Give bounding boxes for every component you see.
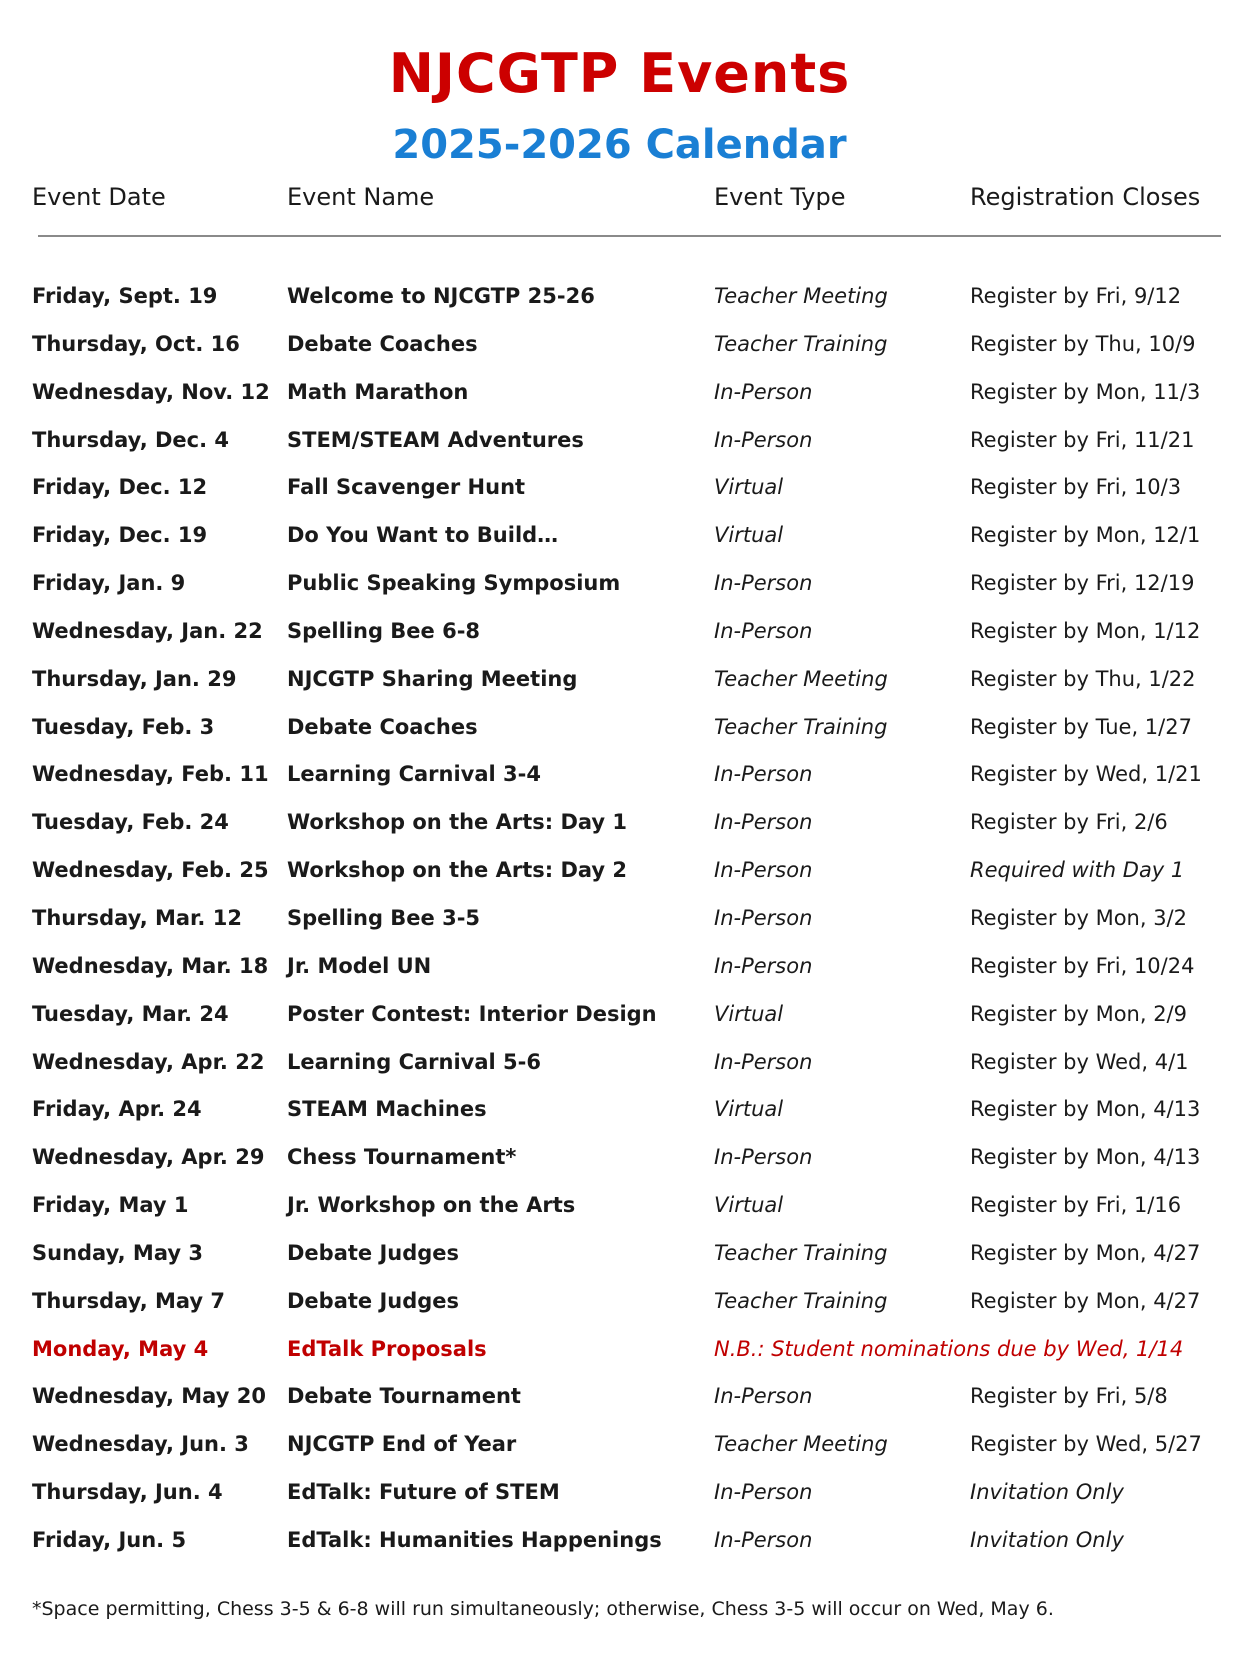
event-registration: Register by Fri, 12/19 <box>970 571 1195 596</box>
event-name: EdTalk: Future of STEM <box>287 1480 560 1505</box>
event-date: Wednesday, Mar. 18 <box>32 953 269 978</box>
event-type: Virtual <box>714 1097 784 1122</box>
event-registration: Invitation Only <box>970 1480 1124 1505</box>
event-row <box>0 1095 1239 1143</box>
event-name: Workshop on the Arts: Day 1 <box>287 810 628 835</box>
page-subtitle: 2025-2026 Calendar <box>392 122 847 168</box>
event-row <box>0 617 1239 665</box>
event-type: In-Person <box>714 427 813 452</box>
event-name: Debate Tournament <box>287 1384 521 1409</box>
event-date: Wednesday, Feb. 11 <box>32 762 269 787</box>
event-date: Friday, Apr. 24 <box>32 1097 202 1122</box>
event-type: In-Person <box>714 858 813 883</box>
event-type: Teacher Meeting <box>714 284 888 308</box>
page-title: NJCGTP Events <box>388 42 851 105</box>
event-note: N.B.: Student nominations due by Wed, 1/14 <box>714 1336 1184 1361</box>
event-registration: Register by Thu, 1/22 <box>970 666 1196 691</box>
event-registration: Register by Mon, 1/12 <box>970 618 1201 643</box>
event-row <box>0 1143 1239 1191</box>
event-name: Do You Want to Build… <box>287 523 559 548</box>
column-header-type: Event Type <box>714 183 846 211</box>
event-type: In-Person <box>714 379 813 404</box>
event-name: EdTalk Proposals <box>287 1336 487 1361</box>
event-name: Public Speaking Symposium <box>287 571 621 596</box>
event-row <box>0 952 1239 1000</box>
event-row <box>0 665 1239 713</box>
event-registration: Register by Mon, 2/9 <box>970 1001 1187 1026</box>
event-name: Jr. Model UN <box>287 953 432 978</box>
header-divider <box>38 235 1221 237</box>
event-row <box>0 1239 1239 1287</box>
event-type: In-Person <box>714 1049 813 1074</box>
event-registration: Register by Fri, 2/6 <box>970 810 1168 835</box>
event-type: In-Person <box>714 762 813 787</box>
event-row <box>0 713 1239 761</box>
event-date: Friday, Jan. 9 <box>32 571 186 596</box>
event-registration: Register by Fri, 9/12 <box>970 284 1182 308</box>
event-registration: Register by Tue, 1/27 <box>970 714 1192 739</box>
event-row <box>0 569 1239 617</box>
column-header-date: Event Date <box>32 183 166 211</box>
event-type: In-Person <box>714 905 813 930</box>
event-type: Teacher Training <box>714 1240 888 1265</box>
event-name: Jr. Workshop on the Arts <box>287 1193 576 1218</box>
event-registration: Register by Mon, 4/13 <box>970 1097 1201 1122</box>
footnote: *Space permitting, Chess 3-5 & 6-8 will run simultaneously; otherwise, Chess 3-5 will occur on Wed, May 6. <box>32 1598 1054 1620</box>
event-registration: Register by Fri, 11/21 <box>970 427 1195 452</box>
event-name: Debate Coaches <box>287 331 478 356</box>
column-headers <box>0 183 1239 217</box>
events-table <box>0 282 1239 1574</box>
event-date: Thursday, Oct. 16 <box>32 331 240 356</box>
event-date: Wednesday, Jan. 22 <box>32 618 263 643</box>
event-row <box>0 904 1239 952</box>
event-row <box>0 282 1239 330</box>
event-registration: Register by Fri, 5/8 <box>970 1384 1168 1409</box>
event-row <box>0 1048 1239 1096</box>
event-registration: Invitation Only <box>970 1527 1124 1552</box>
column-header-name: Event Name <box>287 183 435 211</box>
event-row <box>0 378 1239 426</box>
event-row <box>0 808 1239 856</box>
event-type: Virtual <box>714 523 784 548</box>
event-registration: Register by Mon, 12/1 <box>970 523 1201 548</box>
event-row <box>0 1287 1239 1335</box>
event-row <box>0 1526 1239 1574</box>
event-name: Fall Scavenger Hunt <box>287 475 526 500</box>
event-name: EdTalk: Humanities Happenings <box>287 1527 662 1552</box>
event-date: Thursday, Jan. 29 <box>32 666 237 691</box>
event-name: STEAM Machines <box>287 1097 487 1122</box>
event-name: Spelling Bee 6-8 <box>287 618 481 643</box>
event-row <box>0 330 1239 378</box>
event-registration: Register by Mon, 4/27 <box>970 1288 1201 1313</box>
event-date: Friday, Jun. 5 <box>32 1527 187 1552</box>
event-name: Debate Coaches <box>287 714 478 739</box>
event-registration: Register by Fri, 10/3 <box>970 475 1182 500</box>
event-name: Debate Judges <box>287 1288 460 1313</box>
event-name: Spelling Bee 3-5 <box>287 905 481 930</box>
event-date: Wednesday, Apr. 22 <box>32 1049 265 1074</box>
event-date: Friday, May 1 <box>32 1193 189 1218</box>
event-date: Wednesday, Apr. 29 <box>32 1145 265 1170</box>
event-type: In-Person <box>714 810 813 835</box>
event-date: Tuesday, Feb. 3 <box>32 714 215 739</box>
event-registration: Register by Fri, 10/24 <box>970 953 1195 978</box>
event-row <box>0 856 1239 904</box>
event-date: Wednesday, Feb. 25 <box>32 858 269 883</box>
event-registration: Register by Mon, 4/13 <box>970 1145 1201 1170</box>
event-type: Teacher Training <box>714 331 888 356</box>
event-row <box>0 521 1239 569</box>
event-registration: Register by Mon, 3/2 <box>970 905 1187 930</box>
event-date: Wednesday, Nov. 12 <box>32 379 270 404</box>
event-name: Chess Tournament* <box>287 1145 517 1170</box>
event-date: Thursday, Dec. 4 <box>32 427 230 452</box>
event-type: In-Person <box>714 571 813 596</box>
event-type: In-Person <box>714 1480 813 1505</box>
event-type: Teacher Meeting <box>714 1432 888 1457</box>
event-date: Tuesday, Mar. 24 <box>32 1001 229 1026</box>
event-name: NJCGTP Sharing Meeting <box>287 666 578 691</box>
event-row <box>0 473 1239 521</box>
event-date: Tuesday, Feb. 24 <box>32 810 229 835</box>
event-registration: Register by Wed, 5/27 <box>970 1432 1202 1457</box>
event-registration: Register by Wed, 1/21 <box>970 762 1202 787</box>
event-name: NJCGTP End of Year <box>287 1432 517 1457</box>
event-date: Monday, May 4 <box>32 1336 209 1361</box>
event-row <box>0 1430 1239 1478</box>
event-type: Teacher Training <box>714 714 888 739</box>
event-registration: Register by Fri, 1/16 <box>970 1193 1182 1218</box>
event-date: Friday, Sept. 19 <box>32 284 218 308</box>
event-name: Poster Contest: Interior Design <box>287 1001 657 1026</box>
event-date: Thursday, May 7 <box>32 1288 226 1313</box>
event-registration: Register by Mon, 4/27 <box>970 1240 1201 1265</box>
event-row <box>0 1382 1239 1430</box>
event-type: Virtual <box>714 1001 784 1026</box>
event-type: In-Person <box>714 1145 813 1170</box>
event-registration: Required with Day 1 <box>970 858 1185 883</box>
event-row <box>0 426 1239 474</box>
event-row <box>0 1000 1239 1048</box>
event-registration: Register by Mon, 11/3 <box>970 379 1201 404</box>
event-date: Friday, Dec. 12 <box>32 475 208 500</box>
event-name: Math Marathon <box>287 379 469 404</box>
event-date: Thursday, Jun. 4 <box>32 1480 223 1505</box>
column-header-registration: Registration Closes <box>970 183 1201 211</box>
event-type: Virtual <box>714 475 784 500</box>
event-registration: Register by Wed, 4/1 <box>970 1049 1189 1074</box>
event-registration: Register by Thu, 10/9 <box>970 331 1196 356</box>
event-type: In-Person <box>714 1384 813 1409</box>
event-date: Sunday, May 3 <box>32 1240 203 1265</box>
event-type: Virtual <box>714 1193 784 1218</box>
event-row-highlighted <box>0 1335 1239 1383</box>
event-row <box>0 1191 1239 1239</box>
event-type: In-Person <box>714 953 813 978</box>
event-date: Wednesday, Jun. 3 <box>32 1432 249 1457</box>
event-name: Debate Judges <box>287 1240 460 1265</box>
event-name: Learning Carnival 5-6 <box>287 1049 541 1074</box>
event-type: Teacher Training <box>714 1288 888 1313</box>
event-name: STEM/STEAM Adventures <box>287 427 584 452</box>
event-type: In-Person <box>714 1527 813 1552</box>
event-type: Teacher Meeting <box>714 666 888 691</box>
event-row <box>0 760 1239 808</box>
event-name: Welcome to NJCGTP 25-26 <box>287 284 595 308</box>
event-name: Workshop on the Arts: Day 2 <box>287 858 628 883</box>
event-date: Wednesday, May 20 <box>32 1384 266 1409</box>
event-date: Thursday, Mar. 12 <box>32 905 242 930</box>
event-row <box>0 1478 1239 1526</box>
event-type: In-Person <box>714 618 813 643</box>
event-name: Learning Carnival 3-4 <box>287 762 541 787</box>
event-date: Friday, Dec. 19 <box>32 523 208 548</box>
